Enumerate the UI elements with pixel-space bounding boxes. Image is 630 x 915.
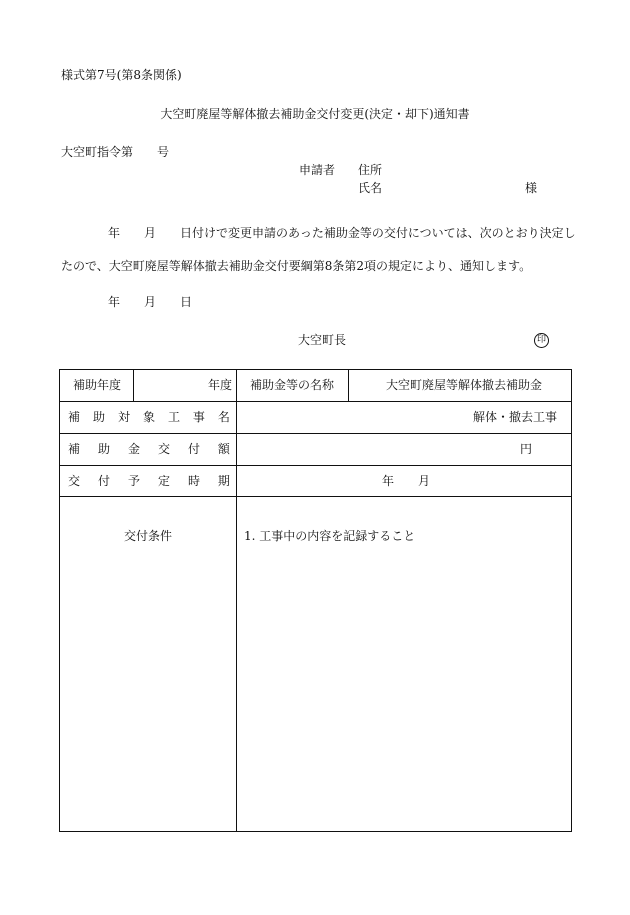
table-row-divider — [60, 465, 571, 466]
schedule-value: 年 月 — [382, 474, 431, 488]
form-number: 様式第7号(第8条関係) — [61, 68, 182, 82]
schedule-label: 交 付 予 定 時 期 — [68, 474, 230, 488]
table-row-divider — [60, 496, 571, 497]
amount-label: 補 助 金 交 付 額 — [68, 442, 230, 456]
address-label: 住所 — [358, 163, 383, 177]
target-work-value: 解体・撤去工事 — [473, 410, 558, 424]
fiscal-year-suffix: 年度 — [208, 378, 233, 392]
target-work-label: 補 助 対 象 工 事 名 — [68, 410, 230, 424]
document-number: 大空町指令第 号 — [61, 145, 170, 159]
name-label: 氏名 — [358, 181, 383, 195]
applicant-label: 申請者 — [299, 163, 336, 177]
body-line-1: 年 月 日付けで変更申請のあった補助金等の交付については、次のとおり決定し — [108, 226, 576, 240]
table-row-divider — [60, 401, 571, 402]
table-row-divider — [60, 433, 571, 434]
table-column-divider — [236, 370, 237, 831]
mayor-title: 大空町長 — [298, 333, 347, 347]
body-line-2: たので、大空町廃屋等解体撤去補助金交付要綱第8条第2項の規定により、通知します。 — [61, 259, 532, 273]
subsidy-table — [59, 369, 572, 832]
subsidy-name-label: 補助金等の名称 — [250, 378, 335, 392]
table-column-divider — [348, 370, 349, 401]
table-column-divider — [133, 370, 134, 401]
issue-date: 年 月 日 — [108, 295, 193, 309]
document-title: 大空町廃屋等解体撤去補助金交付変更(決定・却下)通知書 — [160, 107, 470, 121]
fiscal-year-label: 補助年度 — [73, 378, 122, 392]
conditions-label: 交付条件 — [124, 529, 173, 543]
honorific: 様 — [525, 181, 538, 195]
condition-item: 1. 工事中の内容を記録すること — [244, 529, 416, 543]
seal-mark: 印 — [534, 333, 549, 348]
subsidy-name-value: 大空町廃屋等解体撤去補助金 — [386, 378, 543, 392]
amount-unit: 円 — [520, 442, 533, 456]
